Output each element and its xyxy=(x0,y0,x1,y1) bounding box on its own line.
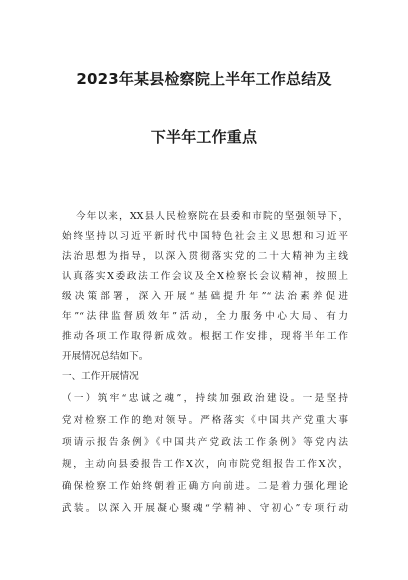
section-heading: 一、工作开展情况 xyxy=(62,371,139,382)
paragraph-line: 级决策部署，深入开展“基础提升年”“法治素养促进 xyxy=(62,291,348,302)
paragraph-line: 法治思想为指导，以深入贯彻落实党的二十大精神为主线 xyxy=(62,251,348,262)
paragraph-line: 认真落实X委政法工作会议及全X检察长会议精神，按照上 xyxy=(62,271,348,282)
paragraph-line: 武装。以深入开展凝心聚魂“学精神、守初心”专项行动 xyxy=(62,503,348,514)
paragraph-line: 确保检察工作始终朝着正确方向前进。二是着力强化理论 xyxy=(62,481,348,492)
paragraph-line: 今年以来，XX县人民检察院在县委和市院的坚强领导下， xyxy=(76,211,348,222)
paragraph-line: 开展情况总结如下。 xyxy=(62,351,149,362)
paragraph-line: （一）筑牢“忠诚之魂”，持续加强政治建设。一是坚持 xyxy=(62,393,348,404)
document-title-line-2: 下半年工作重点 xyxy=(150,128,258,146)
paragraph-line: 推动各项工作取得新成效。根据工作安排，现将半年工作 xyxy=(62,331,348,342)
paragraph-line: 党对检察工作的绝对领导。严格落实《中国共产党重大事 xyxy=(62,415,348,426)
document-title-line-1: 2023年某县检察院上半年工作总结及 xyxy=(76,70,332,88)
paragraph-line: 始终坚持以习近平新时代中国特色社会主义思想和习近平 xyxy=(62,231,348,242)
paragraph-line: 项请示报告条例》《中国共产党政法工作条例》等党内法 xyxy=(62,437,348,448)
paragraph-line: 规，主动向县委报告工作X次，向市院党组报告工作X次， xyxy=(62,459,348,470)
paragraph-line: 年”“法律监督质效年”活动，全力服务中心大局、有力 xyxy=(62,311,348,322)
